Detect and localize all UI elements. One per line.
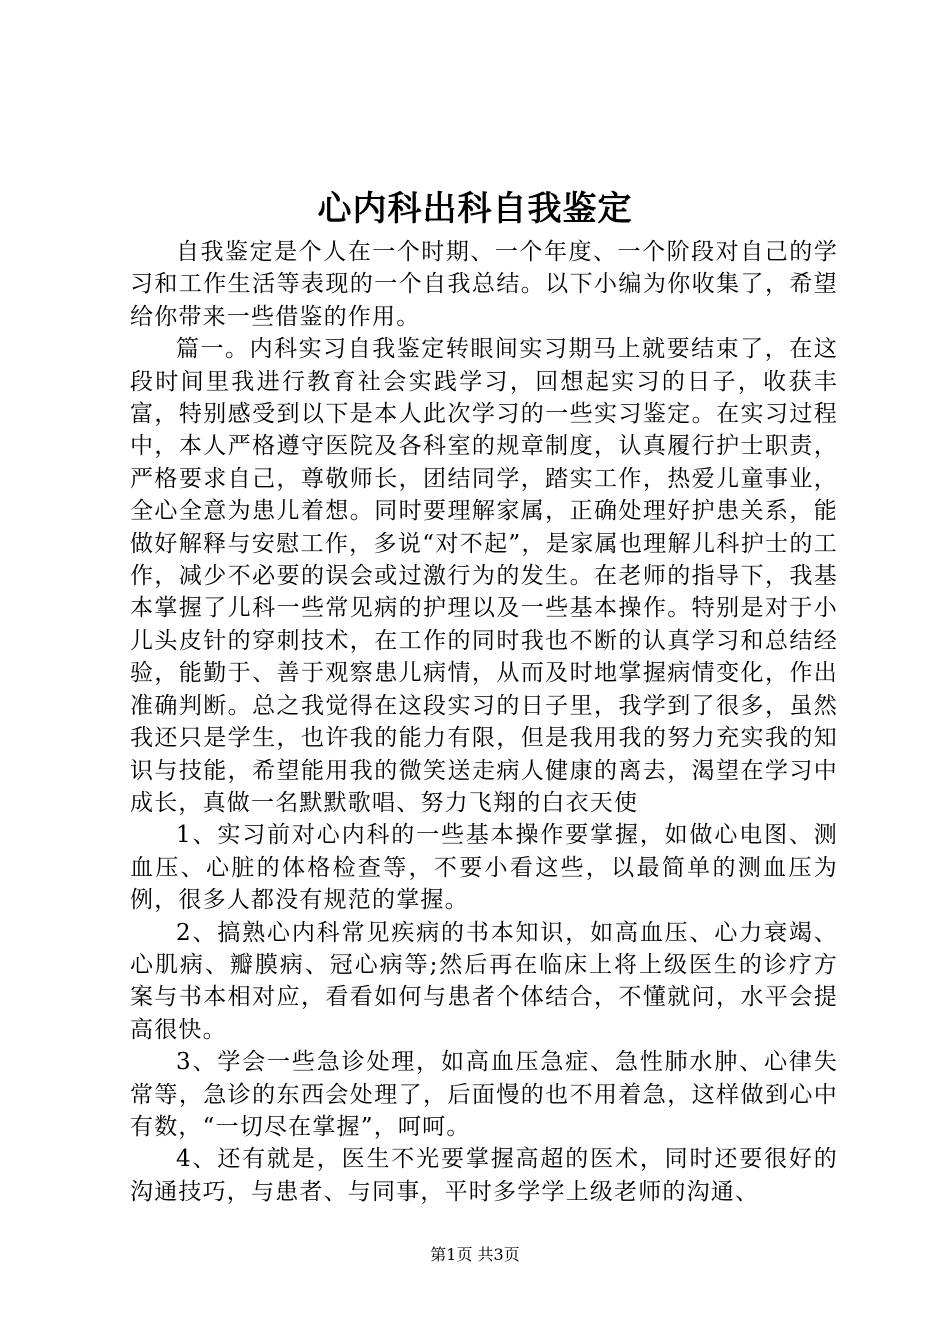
paragraph-chapter-one: 篇一。内科实习自我鉴定转眼间实习期马上就要结束了，在这段时间里我进行教育社会实践学习，回想起实习的日子，收获丰富，特别感受到以下是本人此次学习的一些实习鉴定。在实习过程中，本人严格遵守医院及各科室的规章制度，认真履行护士职责，严格要求自己，尊敬师长，团结同学，踏实工作，热爱儿童事业，全心全意为患儿着想。同时要理解家属，正确处理好护患关系，能做好解释与安慰工作，多说“对不起”，是家属也理解儿科护士的工作，减少不必要的误会或过激行为的发生。在老师的指导下，我基本掌握了儿科一些常见病的护理以及一些基本操作。特别是对于小儿头皮针的穿刺技术，在工作的同时我也不断的认真学习和总结经验，能勤于、善于观察患儿病情，从而及时地掌握病情变化，作出准确判断。总之我觉得在这段实习的日子里，我学到了很多，虽然我还只是学生，也许我的能力有限，但是我用我的努力充实我的知识与技能，希望能用我的微笑送走病人健康的离去，渴望在学习中成长，真做一名默默歌唱、努力飞翔的白衣天使 (130, 336, 838, 816)
paragraph-item-1: 1、实习前对心内科的一些基本操作要掌握，如做心电图、测血压、心脏的体格检查等，不要小看这些，以最简单的测血压为例，很多人都没有规范的掌握。 (130, 822, 838, 914)
paragraph-intro: 自我鉴定是个人在一个时期、一个年度、一个阶段对自己的学习和工作生活等表现的一个自我总结。以下小编为你收集了，希望给你带来一些借鉴的作用。 (130, 239, 838, 330)
page-number-footer: 第1页 共3页 (430, 1245, 520, 1264)
paragraph-item-4: 4、还有就是，医生不光要掌握高超的医术，同时还要很好的沟通技巧，与患者、与同事，平时多学学上级老师的沟通、 (130, 1146, 838, 1205)
document-body (130, 236, 838, 1208)
paragraph-item-3: 3、学会一些急诊处理，如高血压急症、急性肺水肿、心律失常等，急诊的东西会处理了，后面慢的也不用着急，这样做到心中有数，“一切尽在掌握”，呵呵。 (130, 1049, 838, 1140)
document-title: 心内科出科自我鉴定 (317, 189, 633, 229)
paragraph-item-2: 2、搞熟心内科常见疾病的书本知识，如高血压、心力衰竭、心肌病、瓣膜病、冠心病等;然后再在临床上将上级医生的诊疗方案与书本相对应，看看如何与患者个体结合，不懂就问，水平会提高很快。 (130, 919, 838, 1043)
